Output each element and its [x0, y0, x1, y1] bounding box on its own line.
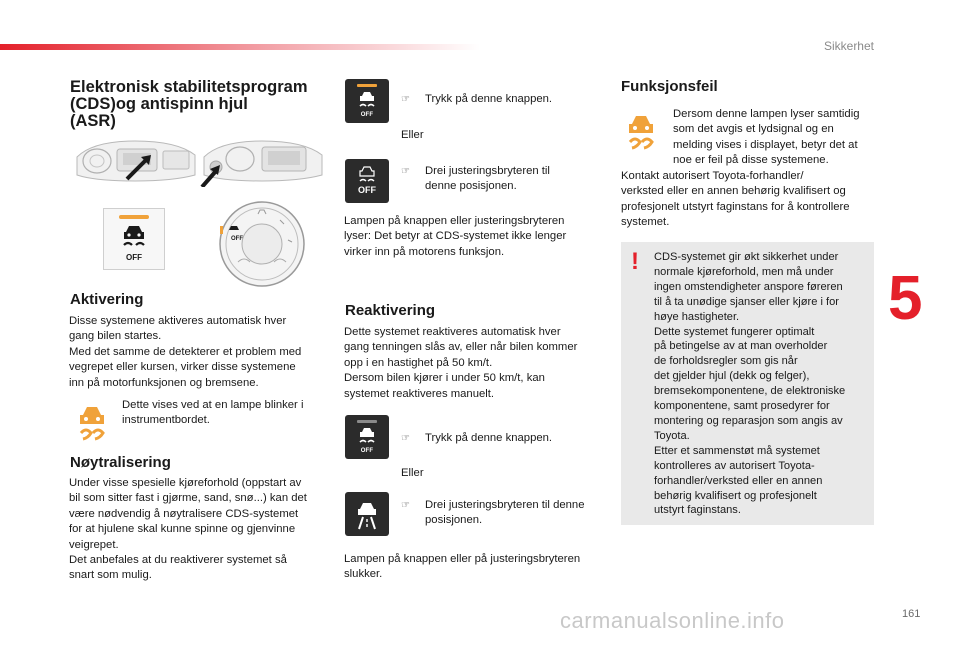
text-line: Drei justeringsbryteren til: [425, 165, 550, 177]
text-line: Dette systemet reaktiveres automatisk hver: [344, 326, 561, 338]
esp-warning-icon: [75, 403, 109, 441]
or-label: Eller: [401, 129, 424, 141]
heading-reaktivering: Reaktivering: [345, 302, 436, 319]
esp-off-dial-position: [345, 159, 389, 203]
text-line: instrumentbordet.: [122, 414, 210, 427]
lamp-off-text: [344, 552, 606, 583]
text-line: noe er feil på disse systemene.: [673, 154, 829, 167]
warning-text: [654, 250, 870, 518]
instruction-press-button: [401, 92, 601, 107]
heading-funksjonsfeil: Funksjonsfeil: [621, 78, 718, 95]
svg-text:OFF: OFF: [231, 236, 243, 242]
watermark: carmanualsonline.info: [560, 608, 785, 633]
lane-icon: [351, 497, 383, 531]
text-line: kontrolleres av autorisert Toyota-: [654, 459, 815, 472]
text-line: CDS-systemet gir økt sikkerhet under: [654, 251, 839, 263]
funksjonsfeil-icon-text: [673, 107, 883, 169]
text-line: som det avgis et lydsignal og en: [673, 123, 834, 136]
aktivering-text: [69, 314, 329, 391]
text-line: Lampen på knappen eller justeringsbryteren: [344, 215, 565, 227]
off-label: OFF: [358, 185, 376, 195]
text-line: Toyota.: [654, 429, 690, 442]
title-line-1: Elektronisk stabilitetsprogram: [70, 78, 308, 96]
chapter-number: 5: [888, 264, 923, 333]
bullet-icon: ☞: [401, 433, 410, 444]
text-line: posisjonen.: [425, 514, 483, 527]
text-line: Med det samme de detekterer et problem med: [69, 345, 302, 358]
text-line: på betingelse av at man overholder: [654, 340, 828, 353]
off-label: OFF: [360, 448, 374, 454]
text-line: normale kjøreforhold, men må under: [654, 265, 834, 278]
text-line: Disse systemene aktiveres automatisk hver: [69, 315, 287, 327]
text-line: forhandler/verksted eller en annen: [654, 474, 823, 487]
or-label: Eller: [401, 467, 424, 479]
text-line: vegrepet eller kursen, virker disse systemene: [69, 361, 296, 374]
drive-mode-dial-icon: [218, 200, 306, 288]
text-line: bremsekomponentene, de elektroniske: [654, 385, 846, 398]
warning-box: [621, 242, 874, 525]
text-line: utstyrt faginstans.: [654, 504, 741, 517]
esp-off-icon: [118, 223, 150, 249]
text-line: slukker.: [344, 568, 383, 581]
text-line: gang bilen startes.: [69, 330, 162, 343]
instruction-turn-switch-2: [401, 498, 601, 529]
title-line-2: (CDS)og antispinn hjul: [70, 95, 248, 113]
esp-off-button-unlit: [345, 415, 389, 459]
dashboard-illustration-right: [200, 135, 326, 187]
text-line: høye hastigheter.: [654, 310, 740, 323]
text-line: Dette systemet fungerer optimalt: [654, 325, 815, 338]
instruction-turn-switch: [401, 164, 601, 195]
text-line: snart som mulig.: [69, 569, 152, 582]
text-line: profesjonelt utstyrt faginstans for å kontrollere: [621, 200, 850, 213]
esp-off-icon: [357, 90, 377, 108]
text-line: montering og reparasjon som angis av: [654, 414, 843, 427]
text-line: Drei justeringsbryteren til denne: [425, 499, 585, 511]
funksjonsfeil-text: [621, 169, 883, 231]
text-line: det gjelder hjul (dekk og felger),: [654, 370, 810, 383]
instruction-text: [425, 498, 585, 529]
instruction-text: Trykk på denne knappen.: [425, 432, 553, 444]
header-accent-bar: [0, 44, 480, 50]
text-line: Dersom bilen kjører i under 50 km/t, kan: [344, 372, 545, 385]
page-title: [70, 79, 320, 130]
esp-off-button-illustration: [103, 208, 165, 270]
bullet-icon: ☞: [401, 166, 410, 177]
noytralisering-text: [69, 476, 331, 584]
instruction-text: [425, 164, 550, 195]
text-line: Kontakt autorisert Toyota-forhandler/: [621, 170, 804, 182]
text-line: virker inn på motorens funksjon.: [344, 245, 505, 258]
text-line: Det anbefales at du reaktiverer systemet så: [69, 554, 287, 567]
esp-off-button-lit: [345, 79, 389, 123]
text-line: være nødvendig å nøytralisere CDS-systemet: [69, 507, 299, 520]
text-line: bil som sitter fast i gjørme, sand, snø...) kan det: [69, 492, 307, 505]
esp-off-icon: [357, 426, 377, 444]
heading-noytralisering: Nøytralisering: [70, 454, 171, 471]
indicator-light: [357, 420, 377, 423]
text-line: komponentene, samt prosedyrer for: [654, 400, 830, 413]
bullet-icon: ☞: [401, 500, 410, 511]
off-label: OFF: [126, 253, 142, 262]
esp-off-icon: [357, 165, 377, 183]
esp-warning-icon: [624, 112, 658, 150]
off-label: OFF: [360, 112, 374, 118]
text-line: for at hjulene skal kunne spinne og gjenvinne: [69, 523, 296, 536]
text-line: Dersom denne lampen lyser samtidig: [673, 108, 860, 120]
text-line: melding vises i displayet, betyr det at: [673, 138, 858, 151]
text-line: verksted eller en annen behørig kvalifisert og: [621, 185, 846, 198]
text-line: denne posisjonen.: [425, 180, 517, 193]
text-line: gang tenningen slås av, eller når bilen kommer: [344, 341, 578, 354]
text-line: Etter et sammenstøt må systemet: [654, 444, 820, 457]
indicator-light: [119, 215, 149, 219]
section-label: Sikkerhet: [823, 39, 874, 53]
page-number: 161: [902, 608, 921, 620]
dashboard-illustration-left: [73, 135, 199, 187]
aktivering-note: [122, 398, 332, 429]
text-line: inn på motorfunksjonen og bremsene.: [69, 376, 259, 389]
text-line: Lampen på knappen eller på justeringsbryteren: [344, 553, 581, 565]
exclamation-icon: !: [631, 248, 639, 275]
instruction-press-button-2: [401, 431, 601, 446]
text-line: til å ta unødige sjanser eller kjøre i for: [654, 295, 839, 308]
text-line: lyser: Det betyr at CDS-systemet ikke lenger: [344, 230, 567, 243]
text-line: systemet.: [621, 216, 670, 229]
lamp-on-text: [344, 214, 604, 260]
instruction-text: Trykk på denne knappen.: [425, 93, 553, 105]
text-line: systemet reaktiveres manuelt.: [344, 387, 495, 400]
text-line: Dette vises ved at en lampe blinker i: [122, 399, 304, 411]
heading-aktivering: Aktivering: [70, 291, 144, 308]
text-line: de forholdsregler som gis når: [654, 355, 798, 368]
normal-mode-dial-position: [345, 492, 389, 536]
text-line: opp i en hastighet på 50 km/t.: [344, 356, 493, 369]
text-line: ingen omstendigheter anspore føreren: [654, 280, 843, 293]
text-line: veigrepet.: [69, 538, 119, 551]
bullet-icon: ☞: [401, 94, 410, 105]
text-line: behørig kvalifisert og profesjonelt: [654, 489, 817, 502]
reaktivering-text: [344, 325, 606, 402]
title-line-3: (ASR): [70, 112, 116, 130]
text-line: Under visse spesielle kjøreforhold (oppstart av: [69, 477, 302, 489]
indicator-light: [357, 84, 377, 87]
